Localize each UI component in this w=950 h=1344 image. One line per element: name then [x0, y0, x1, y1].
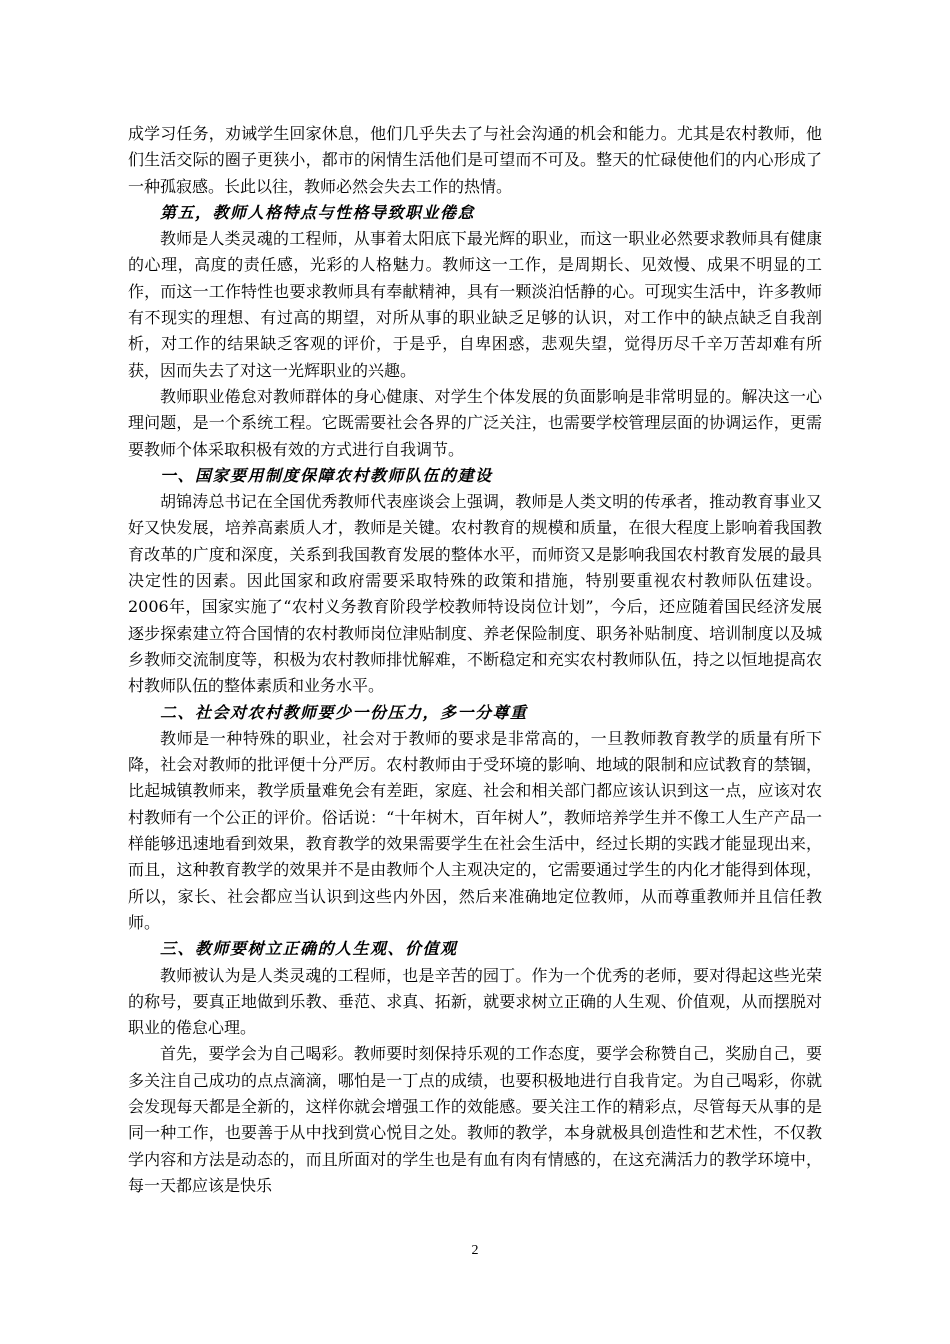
section-heading-1: 一、国家要用制度保障农村教师队伍的建设 [160, 465, 493, 485]
paragraph-1: 成学习任务，劝诫学生回家休息，他们几乎失去了与社会沟通的机会和能力。尤其是农村教师，他们生活交际的圈子更狭小，都市的闲情生活他们是可望而不可及。整天的忙碌使他们的内心形成了一种孤寂感。长此以往，教师必然会失去工作的热情。 [128, 124, 822, 196]
section-heading-2: 二、社会对农村教师要少一份压力，多一分尊重 [160, 702, 528, 722]
page-number: 2 [471, 1243, 479, 1258]
section-heading-3: 三、教师要树立正确的人生观、价值观 [160, 939, 458, 959]
document-body [128, 121, 822, 1199]
section-heading-5: 第五，教师人格特点与性格导致职业倦怠 [160, 202, 476, 222]
paragraph-5: 教师是一种特殊的职业，社会对于教师的要求是非常高的，一旦教师教育教学的质量有所下降，社会对教师的批评便十分严厉。农村教师由于受环境的影响、地域的限制和应试教育的禁锢，比起城镇教师来，教学质量难免会有差距，家庭、社会和相关部门都应该认识到这一点，应该对农村教师有一个公正的评价。俗话说：“十年树木，百年树人”，教师培养学生并不像工人生产产品一样能够迅速地看到效果，教育教学的效果需要学生在社会生活中，经过长期的实践才能显现出来，而且，这种教育教学的效果并不是由教师个人主观决定的，它需要通过学生的内化才能得到体现，所以，家长、社会都应当认识到这些内外因，然后来准确地定位教师，从而尊重教师并且信任教师。 [128, 728, 822, 932]
paragraph-6: 教师被认为是人类灵魂的工程师，也是辛苦的园丁。作为一个优秀的老师，要对得起这些光荣的称号，要真正地做到乐教、垂范、求真、拓新，就要求树立正确的人生观、价值观，从而摆脱对职业的倦怠心理。 [128, 965, 822, 1038]
paragraph-3: 教师职业倦怠对教师群体的身心健康、对学生个体发展的负面影响是非常明显的。解决这一心理问题，是一个系统工程。它既需要社会各界的广泛关注，也需要学校管理层面的协调运作，更需要教师个体采取积极有效的方式进行自我调节。 [128, 386, 822, 459]
paragraph-7: 首先，要学会为自己喝彩。教师要时刻保持乐观的工作态度，要学会称赞自己，奖励自己，要多关注自己成功的点点滴滴，哪怕是一丁点的成绩，也要积极地进行自我肯定。为自己喝彩，你就会发现每天都是全新的，这样你就会增强工作的效能感。要关注工作的精彩点，尽管每天从事的是同一种工作，也要善于从中找到赏心悦目之处。教师的教学，本身就极具创造性和艺术性，不仅教学内容和方法是动态的，而且所面对的学生也是有血有肉有情感的，在这充满活力的教学环境中，每一天都应该是快乐 [128, 1044, 822, 1195]
paragraph-4: 胡锦涛总书记在全国优秀教师代表座谈会上强调，教师是人类文明的传承者，推动教育事业又好又快发展，培养高素质人才，教师是关键。农村教育的规模和质量，在很大程度上影响着我国教育改革的广度和深度，关系到我国教育发展的整体水平，而师资又是影响我国农村教育发展的最具决定性的因素。因此国家和政府需要采取特殊的政策和措施，特别要重视农村教师队伍建设。2006年，国家实施了“农村义务教育阶段学校教师特设岗位计划”，今后，还应随着国民经济发展逐步探索建立符合国情的农村教师岗位津贴制度、养老保险制度、职务补贴制度、培训制度以及城乡教师交流制度等，积极为农村教师排忧解难，不断稳定和充实农村教师队伍，持之以恒地提高农村教师队伍的整体素质和业务水平。 [128, 492, 822, 696]
paragraph-2: 教师是人类灵魂的工程师，从事着太阳底下最光辉的职业，而这一职业必然要求教师具有健康的心理，高度的责任感，光彩的人格魅力。教师这一工作，是周期长、见效慢、成果不明显的工作，而这一工作特性也要求教师具有奉献精神，具有一颗淡泊恬静的心。可现实生活中，许多教师有不现实的理想、有过高的期望，对所从事的职业缺乏足够的认识，对工作中的缺点缺乏自我剖析，对工作的结果缺乏客观的评价，于是乎，自卑困惑，悲观失望，觉得历尽千辛万苦却难有所获，因而失去了对这一光辉职业的兴趣。 [128, 229, 822, 380]
